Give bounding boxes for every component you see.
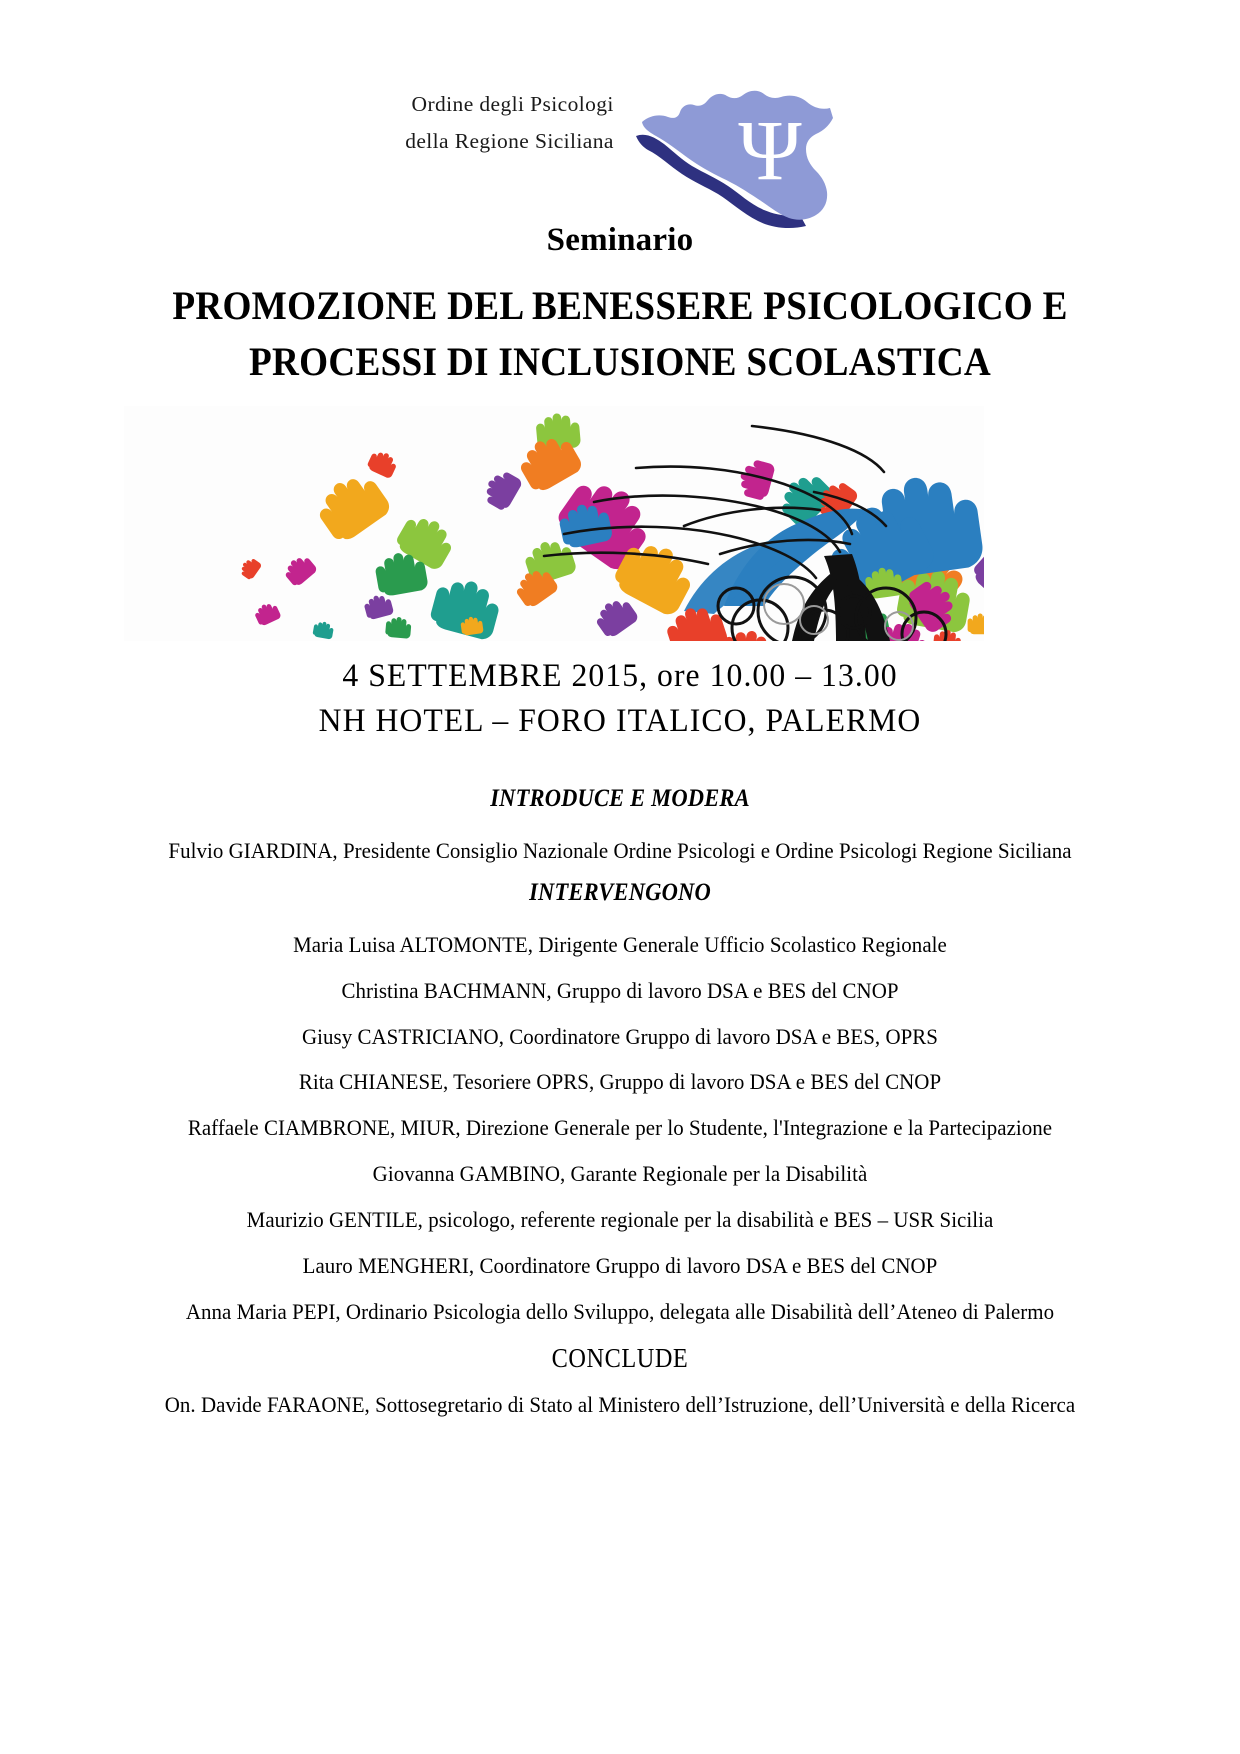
organization-name-line-2: della Regione Siciliana [405, 129, 614, 153]
seminar-kicker: Seminario [546, 222, 694, 258]
speaker-line: Anna Maria PEPI, Ordinario Psicologia dello Sviluppo, delegata alle Disabilità dell’Ateneo di Palermo [185, 1299, 1055, 1324]
page-title-line-1: PROMOZIONE DEL BENESSERE PSICOLOGICO E [172, 283, 1068, 328]
speaker-line: Christina BACHMANN, Gruppo di lavoro DSA e BES del CNOP [341, 978, 899, 1003]
page-title-line-2: PROCESSI DI INCLUSIONE SCOLASTICA [248, 339, 992, 384]
concluding-speaker-line: On. Davide FARAONE, Sottosegretario di Stato al Ministero dell’Istruzione, dell’Università e della Ricerca [164, 1392, 1076, 1417]
speaker-line: Raffaele CIAMBRONE, MIUR, Direzione Generale per lo Studente, l'Integrazione e la Partecipazione [187, 1115, 1053, 1140]
speaker-line: Giovanna GAMBINO, Garante Regionale per la Disabilità [372, 1161, 868, 1186]
speaker-line: Giusy CASTRICIANO, Coordinatore Gruppo di lavoro DSA e BES, OPRS [302, 1024, 938, 1049]
heading-introduce-e-modera: INTRODUCE E MODERA [490, 785, 750, 812]
organization-name-line-1: Ordine degli Psicologi [411, 92, 614, 116]
organization-logo [0, 74, 1240, 229]
organization-name [405, 74, 630, 160]
moderator-line: Fulvio GIARDINA, Presidente Consiglio Nazionale Ordine Psicologi e Ordine Psicologi Regione Siciliana [168, 838, 1072, 863]
psi-symbol: Ψ [738, 102, 802, 198]
speaker-line: Rita CHIANESE, Tesoriere OPRS, Gruppo di lavoro DSA e BES del CNOP [298, 1069, 942, 1094]
heading-intervengono: INTERVENGONO [529, 879, 711, 906]
sicily-map-icon [630, 74, 835, 229]
event-venue: NH HOTEL – FORO ITALICO, PALERMO [318, 703, 922, 739]
heading-conclude: CONCLUDE [551, 1343, 689, 1373]
speaker-line: Lauro MENGHERI, Coordinatore Gruppo di lavoro DSA e BES del CNOP [302, 1253, 938, 1278]
speaker-line: Maurizio GENTILE, psicologo, referente regionale per la disabilità e BES – USR Sicilia [246, 1207, 994, 1232]
hands-tree-illustration [124, 406, 984, 641]
speaker-line: Maria Luisa ALTOMONTE, Dirigente Generale Ufficio Scolastico Regionale [293, 932, 947, 957]
event-date-time: 4 SETTEMBRE 2015, ore 10.00 – 13.00 [342, 658, 898, 694]
